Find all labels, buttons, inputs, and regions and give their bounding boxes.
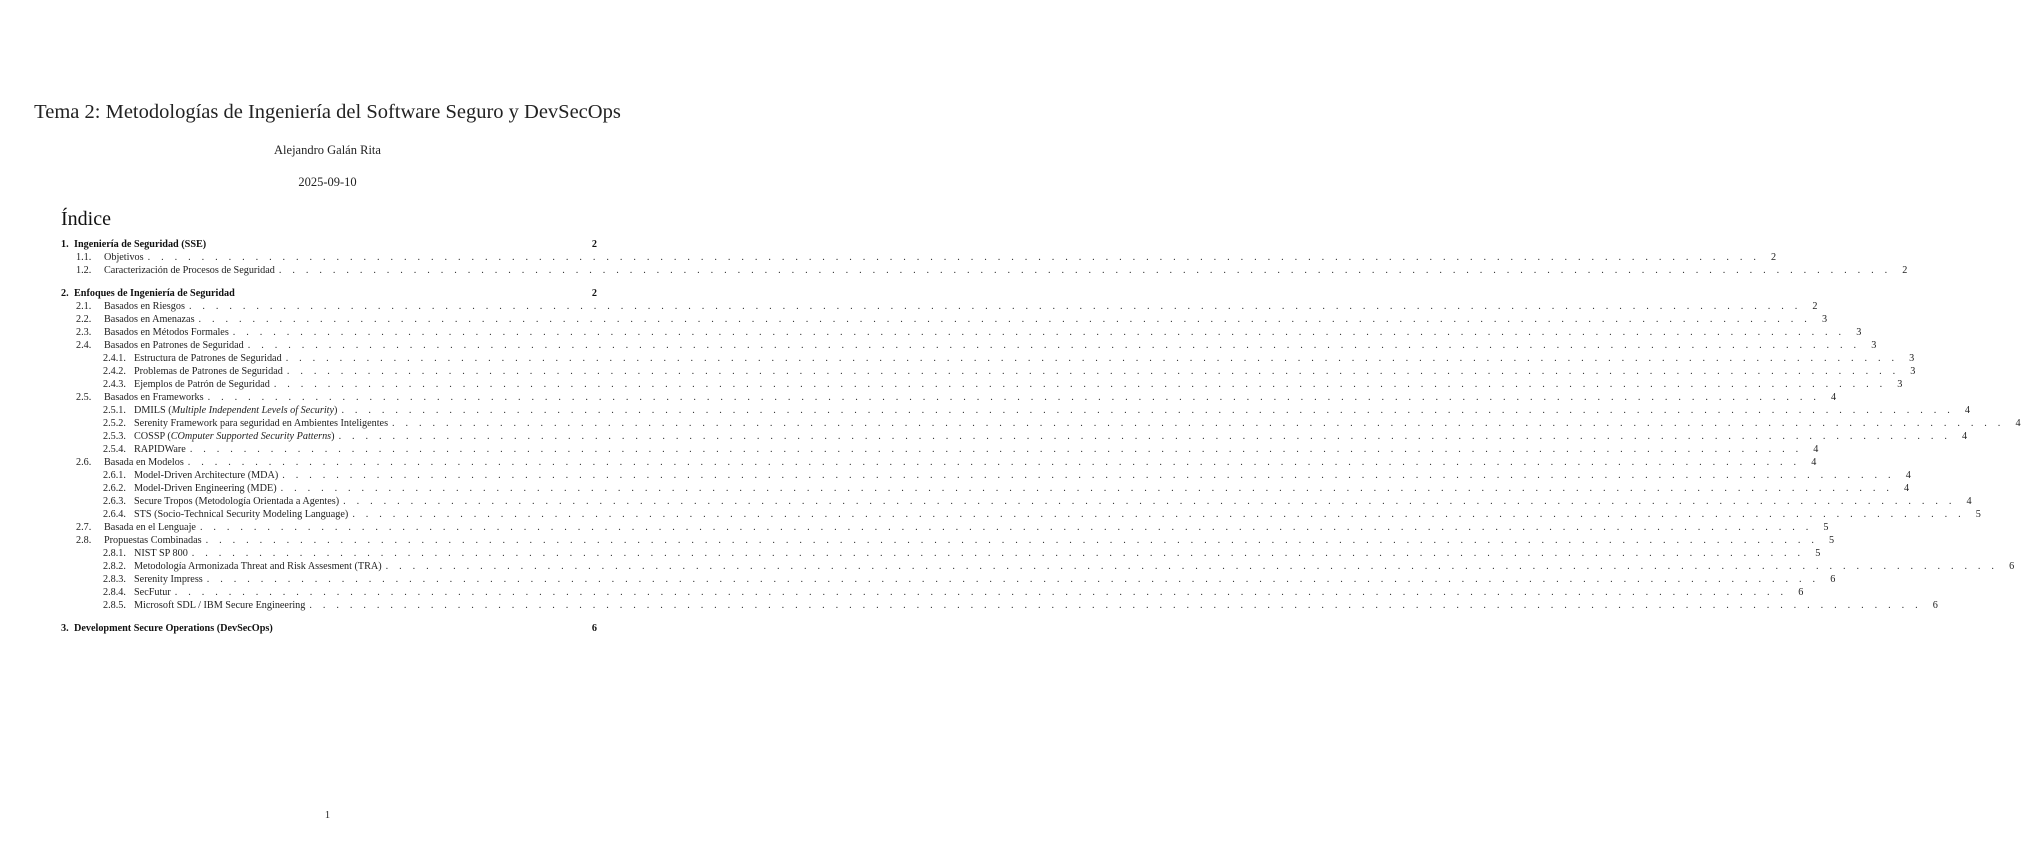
- toc-entry-number: 2.6.: [76, 457, 92, 468]
- toc-entry-title: [134, 430, 335, 443]
- document-author: Alejandro Galán Rita: [274, 143, 381, 157]
- toc-entry-page: 4: [1905, 470, 1911, 481]
- toc-entry-page: 4: [2015, 418, 2021, 429]
- toc-entry-title: Enfoques de Ingeniería de Seguridad: [74, 288, 235, 299]
- toc-entry-number: 2.5.: [76, 392, 92, 403]
- toc-entry-page: 4: [1811, 457, 1817, 468]
- toc-entry-title: Basados en Frameworks: [104, 392, 204, 403]
- toc-entry-number: 2.4.3.: [103, 379, 126, 390]
- toc-entry-title-suffix: ): [331, 431, 335, 442]
- toc-entry-page: 2: [1771, 252, 1777, 263]
- toc-entry-title: Microsoft SDL / IBM Secure Engineering: [134, 600, 306, 611]
- toc-subsubsection[interactable]: [61, 508, 1981, 521]
- toc-subsubsection[interactable]: [61, 560, 2015, 573]
- toc-entry-title: SecFutur: [134, 587, 171, 598]
- toc-subsection[interactable]: [61, 339, 1877, 352]
- toc-subsubsection[interactable]: [61, 365, 1916, 378]
- toc-subsection[interactable]: [61, 251, 1777, 264]
- toc-entry-number: 2.5.1.: [103, 405, 126, 416]
- toc-entry-number: 2.8.2.: [103, 561, 126, 572]
- toc-entry-title: Secure Tropos (Metodología Orientada a Agentes): [134, 496, 340, 507]
- toc-entry-page: 6: [1830, 574, 1836, 585]
- toc-entry-page: 4: [1961, 431, 1968, 442]
- toc-section[interactable]: [61, 622, 597, 635]
- toc-entry-page: 4: [1966, 496, 1972, 507]
- toc-leader: . . . . . . . . . . . . . . . . . . . . . . . . . . . . . . . . . . . . . . . . . . . . . . . . . . . . . . . . . . . . . . . . . . . . . . . . . . . . . . . . . . . . . . . . . . . . . . . . . . . . . . . . . . . . . . . . . . . . . . . .: [341, 405, 1954, 416]
- toc-entry-number: 2.6.1.: [103, 470, 126, 481]
- toc-entry-page: 3: [1910, 366, 1916, 377]
- toc-entry-number: 2.2.: [76, 314, 92, 325]
- toc-entry-page: 4: [1813, 444, 1819, 455]
- toc-entry-title: Development Secure Operations (DevSecOps): [74, 623, 273, 634]
- toc-subsection[interactable]: [61, 391, 1837, 404]
- toc-entry-title: Basada en el Lenguaje: [104, 522, 196, 533]
- toc-entry-page: 4: [1831, 392, 1837, 403]
- toc-entry-title-italic: COmputer Supported Security Patterns: [170, 431, 332, 442]
- toc-leader: . . . . . . . . . . . . . . . . . . . . . . . . . . . . . . . . . . . . . . . . . . . . . . . . . . . . . . . . . . . . . . . . . . . . . . . . . . . . . . . . . . . . . . . . . . . . . . . . . . . . . . . . . . . . . . . . . . . . . . . .: [205, 535, 1819, 546]
- toc-entry-page: 6: [1932, 600, 1938, 611]
- table-of-contents: [61, 238, 2021, 635]
- toc-entry-title: Basados en Amenazas: [104, 314, 195, 325]
- toc-entry-title: Basados en Métodos Formales: [104, 327, 229, 338]
- toc-entry-number: 2.: [61, 288, 69, 299]
- toc-subsection[interactable]: [61, 534, 1835, 547]
- toc-leader: . . . . . . . . . . . . . . . . . . . . . . . . . . . . . . . . . . . . . . . . . . . . . . . . . . . . . . . . . . . . . . . . . . . . . . . . . . . . . . . . . . . . . . . . . . . . . . . . . . . . . . . . . . . . . . . . . . . . . . . .: [309, 600, 1922, 611]
- toc-entry-number: 2.8.3.: [103, 574, 126, 585]
- toc-entry-page: 6: [2009, 561, 2015, 572]
- toc-entry-number: 2.4.: [76, 340, 92, 351]
- toc-entry-number: 3.: [61, 623, 69, 634]
- toc-entry-title: Propuestas Combinadas: [104, 535, 202, 546]
- toc-section[interactable]: [61, 238, 597, 251]
- toc-entry-page: 2: [591, 288, 597, 299]
- toc-entry-number: 1.: [61, 239, 69, 250]
- toc-subsection[interactable]: [61, 300, 1818, 313]
- toc-leader: . . . . . . . . . . . . . . . . . . . . . . . . . . . . . . . . . . . . . . . . . . . . . . . . . . . . . . . . . . . . . . . . . . . . . . . . . . . . . . . . . . . . . . . . . . . . . . . . . . . . . . . . . . . . . . . . . . . . . . . .: [206, 574, 1820, 585]
- toc-leader: . . . . . . . . . . . . . . . . . . . . . . . . . . . . . . . . . . . . . . . . . . . . . . . . . . . . . . . . . . . . . . . . . . . . . . . . . . . . . . . . . . . . . . . . . . . . . . . . . . . . . . . . . . . . . . . . . . . . . . . .: [187, 457, 1801, 468]
- toc-entry-title-prefix: DMILS (: [134, 405, 172, 416]
- toc-leader: . . . . . . . . . . . . . . . . . . . . . . . . . . . . . . . . . . . . . . . . . . . . . . . . . . . . . . . . . . . . . . . . . . . . . . . . . . . . . . . . . . . . . . . . . . . . . . . . . . . . . . . . . . . . . . . . . . . . . . . .: [385, 561, 1999, 572]
- toc-heading: Índice: [61, 208, 111, 230]
- toc-entry-number: 2.5.4.: [103, 444, 126, 455]
- toc-entry-title-suffix: ): [334, 405, 338, 416]
- toc-entry-title: Basada en Modelos: [104, 457, 184, 468]
- toc-leader: . . . . . . . . . . . . . . . . . . . . . . . . . . . . . . . . . . . . . . . . . . . . . . . . . . . . . . . . . . . . . . . . . . . . . . . . . . . . . . . . . . . . . . . . . . . . . . . . . . . . . . . . . . . . . . . . . . . . . . . .: [188, 301, 1802, 312]
- toc-subsubsection[interactable]: [61, 599, 1938, 612]
- toc-entry-page: 3: [1871, 340, 1877, 351]
- toc-entry-number: 2.6.3.: [103, 496, 126, 507]
- toc-subsection[interactable]: [61, 313, 1828, 326]
- toc-entry-number: 2.6.4.: [103, 509, 126, 520]
- toc-subsubsection[interactable]: [61, 547, 1821, 560]
- toc-entry-page: 3: [1897, 379, 1903, 390]
- toc-entry-title: STS (Socio-Technical Security Modeling Language): [134, 509, 349, 520]
- toc-entry-number: 2.8.4.: [103, 587, 126, 598]
- toc-entry-title: Ejemplos de Patrón de Seguridad: [134, 379, 270, 390]
- toc-subsubsection[interactable]: [61, 430, 1968, 443]
- toc-leader: . . . . . . . . . . . . . . . . . . . . . . . . . . . . . . . . . . . . . . . . . . . . . . . . . . . . . . . . . . . . . . . . . . . . . . . . . . . . . . . . . . . . . . . . . . . . . . . . . . . . . . . . . . . . . . . . . . . . . . . .: [343, 496, 1956, 507]
- toc-subsubsection[interactable]: [61, 417, 2021, 430]
- toc-entry-title: Estructura de Patrones de Seguridad: [134, 353, 282, 364]
- toc-entry-title: Basados en Patrones de Seguridad: [104, 340, 244, 351]
- toc-entry-title: Serenity Framework para seguridad en Ambientes Inteligentes: [134, 418, 389, 429]
- toc-subsection[interactable]: [61, 456, 1817, 469]
- toc-entry-page: 4: [1904, 483, 1910, 494]
- toc-leader: . . . . . . . . . . . . . . . . . . . . . . . . . . . . . . . . . . . . . . . . . . . . . . . . . . . . . . . . . . . . . . . . . . . . . . . . . . . . . . . . . . . . . . . . . . . . . . . . . . . . . . . . . . . . . . . . . . . . . . . .: [191, 548, 1805, 559]
- toc-entry-number: 1.2.: [76, 265, 92, 276]
- toc-entry-page: 5: [1975, 509, 1981, 520]
- toc-leader: . . . . . . . . . . . . . . . . . . . . . . . . . . . . . . . . . . . . . . . . . . . . . . . . . . . . . . . . . . . . . . . . . . . . . . . . . . . . . . . . . . . . . . . . . . . . . . . . . . . . . . . . . . . . . . . . . . . . . . . .: [338, 431, 1952, 442]
- toc-entry-title-prefix: COSSP (: [134, 431, 171, 442]
- toc-subsubsection[interactable]: [61, 378, 1903, 391]
- toc-leader: . . . . . . . . . . . . . . . . . . . . . . . . . . . . . . . . . . . . . . . . . . . . . . . . . . . . . . . . . . . . . . . . . . . . . . . . . . . . . . . . . . . . . . . . . . . . . . . . . . . . . . . . . . . . . . . . . . . . . . . .: [189, 444, 1803, 455]
- toc-entry-page: 6: [1798, 587, 1804, 598]
- toc-entry-title: NIST SP 800: [134, 548, 188, 559]
- toc-entry-number: 2.7.: [76, 522, 92, 533]
- toc-entry-title: [134, 404, 337, 417]
- toc-leader: . . . . . . . . . . . . . . . . . . . . . . . . . . . . . . . . . . . . . . . . . . . . . . . . . . . . . . . . . . . . . . . . . . . . . . . . . . . . . . . . . . . . . . . . . . . . . . . . . . . . . . . . . . . . . . . . . . . . . . . .: [198, 314, 1812, 325]
- toc-leader: . . . . . . . . . . . . . . . . . . . . . . . . . . . . . . . . . . . . . . . . . . . . . . . . . . . . . . . . . . . . . . . . . . . . . . . . . . . . . . . . . . . . . . . . . . . . . . . . . . . . . . . . . . . . . . . . . . . . . . . .: [147, 252, 1761, 263]
- toc-section[interactable]: [61, 287, 597, 300]
- toc-subsection[interactable]: [61, 521, 1829, 534]
- toc-entry-page: 2: [591, 239, 597, 250]
- toc-entry-page: 4: [1964, 405, 1970, 416]
- toc-entry-title: Model-Driven Engineering (MDE): [134, 483, 277, 494]
- toc-entry-page: 5: [1829, 535, 1835, 546]
- toc-entry-number: 2.8.5.: [103, 600, 126, 611]
- toc-leader: . . . . . . . . . . . . . . . . . . . . . . . . . . . . . . . . . . . . . . . . . . . . . . . . . . . . . . . . . . . . . . . . . . . . . . . . . . . . . . . . . . . . . . . . . . . . . . . . . . . . . . . . . . . . . . . . . . . . . . . .: [392, 418, 2005, 429]
- toc-subsubsection[interactable]: [61, 586, 1804, 599]
- toc-entry-number: 2.1.: [76, 301, 92, 312]
- toc-entry-title-italic: Multiple Independent Levels of Security: [171, 405, 335, 416]
- toc-entry-number: 2.5.2.: [103, 418, 126, 429]
- toc-entry-title: Basados en Riesgos: [104, 301, 185, 312]
- toc-leader: . . . . . . . . . . . . . . . . . . . . . . . . . . . . . . . . . . . . . . . . . . . . . . . . . . . . . . . . . . . . . . . . . . . . . . . . . . . . . . . . . . . . . . . . . . . . . . . . . . . . . . . . . . . . . . . . . . . . . . . .: [207, 392, 1821, 403]
- toc-entry-number: 2.4.1.: [103, 353, 126, 364]
- toc-leader: . . . . . . . . . . . . . . . . . . . . . . . . . . . . . . . . . . . . . . . . . . . . . . . . . . . . . . . . . . . . . . . . . . . . . . . . . . . . . . . . . . . . . . . . . . . . . . . . . . . . . . . . . . . . . . . . . . . . . . . .: [174, 587, 1788, 598]
- document-title: Tema 2: Metodologías de Ingeniería del Software Seguro y DevSecOps: [34, 101, 621, 123]
- document-date: 2025-09-10: [298, 175, 357, 189]
- toc-subsubsection[interactable]: [61, 482, 1910, 495]
- toc-entry-title: Problemas de Patrones de Seguridad: [134, 366, 283, 377]
- toc-subsubsection[interactable]: [61, 469, 1911, 482]
- toc-subsection[interactable]: [61, 326, 1862, 339]
- toc-entry-page: 3: [1856, 327, 1862, 338]
- toc-entry-page: 2: [1902, 265, 1908, 276]
- toc-entry-number: 2.4.2.: [103, 366, 126, 377]
- toc-entry-number: 2.6.2.: [103, 483, 126, 494]
- toc-leader: . . . . . . . . . . . . . . . . . . . . . . . . . . . . . . . . . . . . . . . . . . . . . . . . . . . . . . . . . . . . . . . . . . . . . . . . . . . . . . . . . . . . . . . . . . . . . . . . . . . . . . . . . . . . . . . . . . . . . . . .: [278, 265, 1892, 276]
- toc-entry-title: Ingeniería de Seguridad (SSE): [74, 239, 207, 250]
- toc-leader: . . . . . . . . . . . . . . . . . . . . . . . . . . . . . . . . . . . . . . . . . . . . . . . . . . . . . . . . . . . . . . . . . . . . . . . . . . . . . . . . . . . . . . . . . . . . . . . . . . . . . . . . . . . . . . . . . . . . . . . .: [280, 483, 1894, 494]
- toc-leader: . . . . . . . . . . . . . . . . . . . . . . . . . . . . . . . . . . . . . . . . . . . . . . . . . . . . . . . . . . . . . . . . . . . . . . . . . . . . . . . . . . . . . . . . . . . . . . . . . . . . . . . . . . . . . . . . . . . . . . . .: [247, 340, 1861, 351]
- toc-entry-title: Objetivos: [104, 252, 144, 263]
- toc-subsection[interactable]: [61, 264, 1908, 277]
- toc-entry-number: 1.1.: [76, 252, 92, 263]
- toc-subsubsection[interactable]: [61, 352, 1915, 365]
- toc-entry-page: 3: [1909, 353, 1915, 364]
- toc-subsubsection[interactable]: [61, 495, 1972, 508]
- toc-entry-title: Serenity Impress: [134, 574, 203, 585]
- toc-subsubsection[interactable]: [61, 573, 1836, 586]
- toc-leader: . . . . . . . . . . . . . . . . . . . . . . . . . . . . . . . . . . . . . . . . . . . . . . . . . . . . . . . . . . . . . . . . . . . . . . . . . . . . . . . . . . . . . . . . . . . . . . . . . . . . . . . . . . . . . . . . . . . . . . . .: [232, 327, 1846, 338]
- toc-entry-page: 5: [1823, 522, 1829, 533]
- toc-entry-page: 5: [1815, 548, 1821, 559]
- toc-entry-title: RAPIDWare: [134, 444, 186, 455]
- toc-leader: . . . . . . . . . . . . . . . . . . . . . . . . . . . . . . . . . . . . . . . . . . . . . . . . . . . . . . . . . . . . . . . . . . . . . . . . . . . . . . . . . . . . . . . . . . . . . . . . . . . . . . . . . . . . . . . . . . . . . . . .: [199, 522, 1813, 533]
- toc-entry-number: 2.8.1.: [103, 548, 126, 559]
- toc-entry-page: 6: [591, 623, 597, 634]
- toc-entry-number: 2.3.: [76, 327, 92, 338]
- toc-entry-title: Model-Driven Architecture (MDA): [134, 470, 279, 481]
- toc-subsubsection[interactable]: [61, 443, 1819, 456]
- toc-leader: . . . . . . . . . . . . . . . . . . . . . . . . . . . . . . . . . . . . . . . . . . . . . . . . . . . . . . . . . . . . . . . . . . . . . . . . . . . . . . . . . . . . . . . . . . . . . . . . . . . . . . . . . . . . . . . . . . . . . . . .: [282, 470, 1895, 481]
- toc-leader: . . . . . . . . . . . . . . . . . . . . . . . . . . . . . . . . . . . . . . . . . . . . . . . . . . . . . . . . . . . . . . . . . . . . . . . . . . . . . . . . . . . . . . . . . . . . . . . . . . . . . . . . . . . . . . . . . . . . . . . .: [352, 509, 1965, 520]
- toc-leader: . . . . . . . . . . . . . . . . . . . . . . . . . . . . . . . . . . . . . . . . . . . . . . . . . . . . . . . . . . . . . . . . . . . . . . . . . . . . . . . . . . . . . . . . . . . . . . . . . . . . . . . . . . . . . . . . . . . . . . . .: [273, 379, 1887, 390]
- toc-entry-title: Metodología Armonizada Threat and Risk Assesment (TRA): [134, 561, 382, 572]
- toc-leader: . . . . . . . . . . . . . . . . . . . . . . . . . . . . . . . . . . . . . . . . . . . . . . . . . . . . . . . . . . . . . . . . . . . . . . . . . . . . . . . . . . . . . . . . . . . . . . . . . . . . . . . . . . . . . . . . . . . . . . . .: [285, 353, 1899, 364]
- toc-entry-page: 3: [1821, 314, 1828, 325]
- toc-leader: . . . . . . . . . . . . . . . . . . . . . . . . . . . . . . . . . . . . . . . . . . . . . . . . . . . . . . . . . . . . . . . . . . . . . . . . . . . . . . . . . . . . . . . . . . . . . . . . . . . . . . . . . . . . . . . . . . . . . . . .: [286, 366, 1900, 377]
- toc-entry-number: 2.5.3.: [103, 431, 126, 442]
- toc-entry-title: Caracterización de Procesos de Seguridad: [104, 265, 275, 276]
- toc-entry-page: 2: [1812, 301, 1818, 312]
- toc-subsubsection[interactable]: [61, 404, 1970, 417]
- toc-entry-number: 2.8.: [76, 535, 92, 546]
- page-number: 1: [324, 810, 331, 821]
